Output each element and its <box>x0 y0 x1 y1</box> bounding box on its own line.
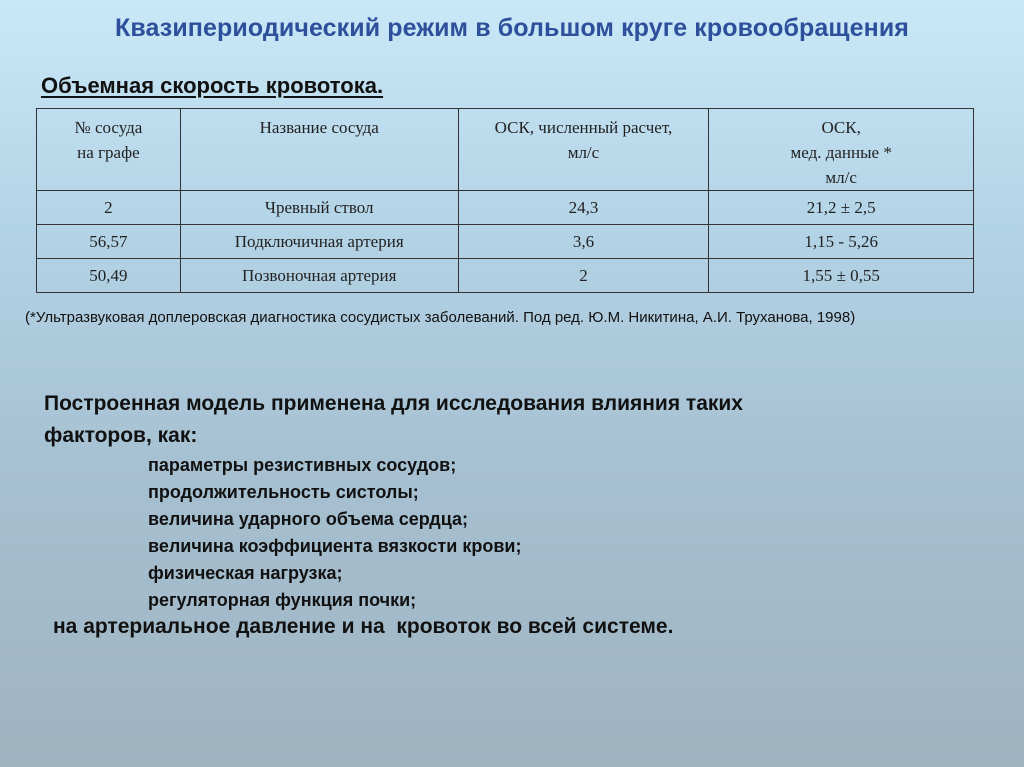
list-item: регуляторная функция почки; <box>148 590 417 610</box>
header-vessel-number <box>37 109 181 191</box>
cell-calculated-flow: 24,3 <box>458 191 709 225</box>
cell-medical-flow: 1,15 - 5,26 <box>709 225 974 259</box>
factor-list <box>148 452 521 614</box>
list-item: величина ударного объема сердца; <box>148 509 469 529</box>
header-line: мл/с <box>825 168 857 187</box>
slide-title: Квазипериодический режим в большом круге кровообращения <box>115 14 909 42</box>
cell-vessel-number: 2 <box>37 191 181 225</box>
header-line: мед. данные * <box>790 143 892 162</box>
header-line: ОСК, <box>821 118 861 137</box>
cell-vessel-number: 50,49 <box>37 259 181 293</box>
reference-note: (*Ультразвуковая доплеровская диагностика сосудистых заболеваний. Под ред. Ю.М. Никитина, А.И. Труханова, 1998) <box>25 309 856 326</box>
table-subtitle: Объемная скорость кровотока. <box>41 73 384 98</box>
list-item: продолжительность систолы; <box>148 482 419 502</box>
header-line: на графе <box>77 143 140 162</box>
header-medical-flow <box>709 109 974 191</box>
header-calculated-flow <box>458 109 709 191</box>
header-line: № сосуда <box>74 118 143 137</box>
cell-calculated-flow: 2 <box>458 259 709 293</box>
table-row <box>37 225 974 259</box>
model-intro <box>44 388 964 452</box>
cell-medical-flow: 21,2 ± 2,5 <box>709 191 974 225</box>
model-intro-line: Построенная модель применена для исследования влияния таких <box>44 392 743 415</box>
cell-vessel-name: Подключичная артерия <box>180 225 458 259</box>
blood-flow-table <box>36 108 974 293</box>
cell-medical-flow: 1,55 ± 0,55 <box>709 259 974 293</box>
header-line: Название сосуда <box>259 118 379 137</box>
model-conclusion: на артериальное давление и на кровоток во всей системе. <box>53 615 674 638</box>
header-vessel-name <box>180 109 458 191</box>
header-line: мл/с <box>567 143 600 162</box>
table-header-row <box>37 109 974 191</box>
cell-vessel-number: 56,57 <box>37 225 181 259</box>
table-row <box>37 191 974 225</box>
list-item: параметры резистивных сосудов; <box>148 455 457 475</box>
list-item: величина коэффициента вязкости крови; <box>148 536 522 556</box>
cell-vessel-name: Позвоночная артерия <box>180 259 458 293</box>
cell-calculated-flow: 3,6 <box>458 225 709 259</box>
list-item: физическая нагрузка; <box>148 563 343 583</box>
header-line: ОСК, численный расчет, <box>494 118 673 137</box>
table-row <box>37 259 974 293</box>
cell-vessel-name: Чревный ствол <box>180 191 458 225</box>
model-intro-line: факторов, как: <box>44 424 198 447</box>
